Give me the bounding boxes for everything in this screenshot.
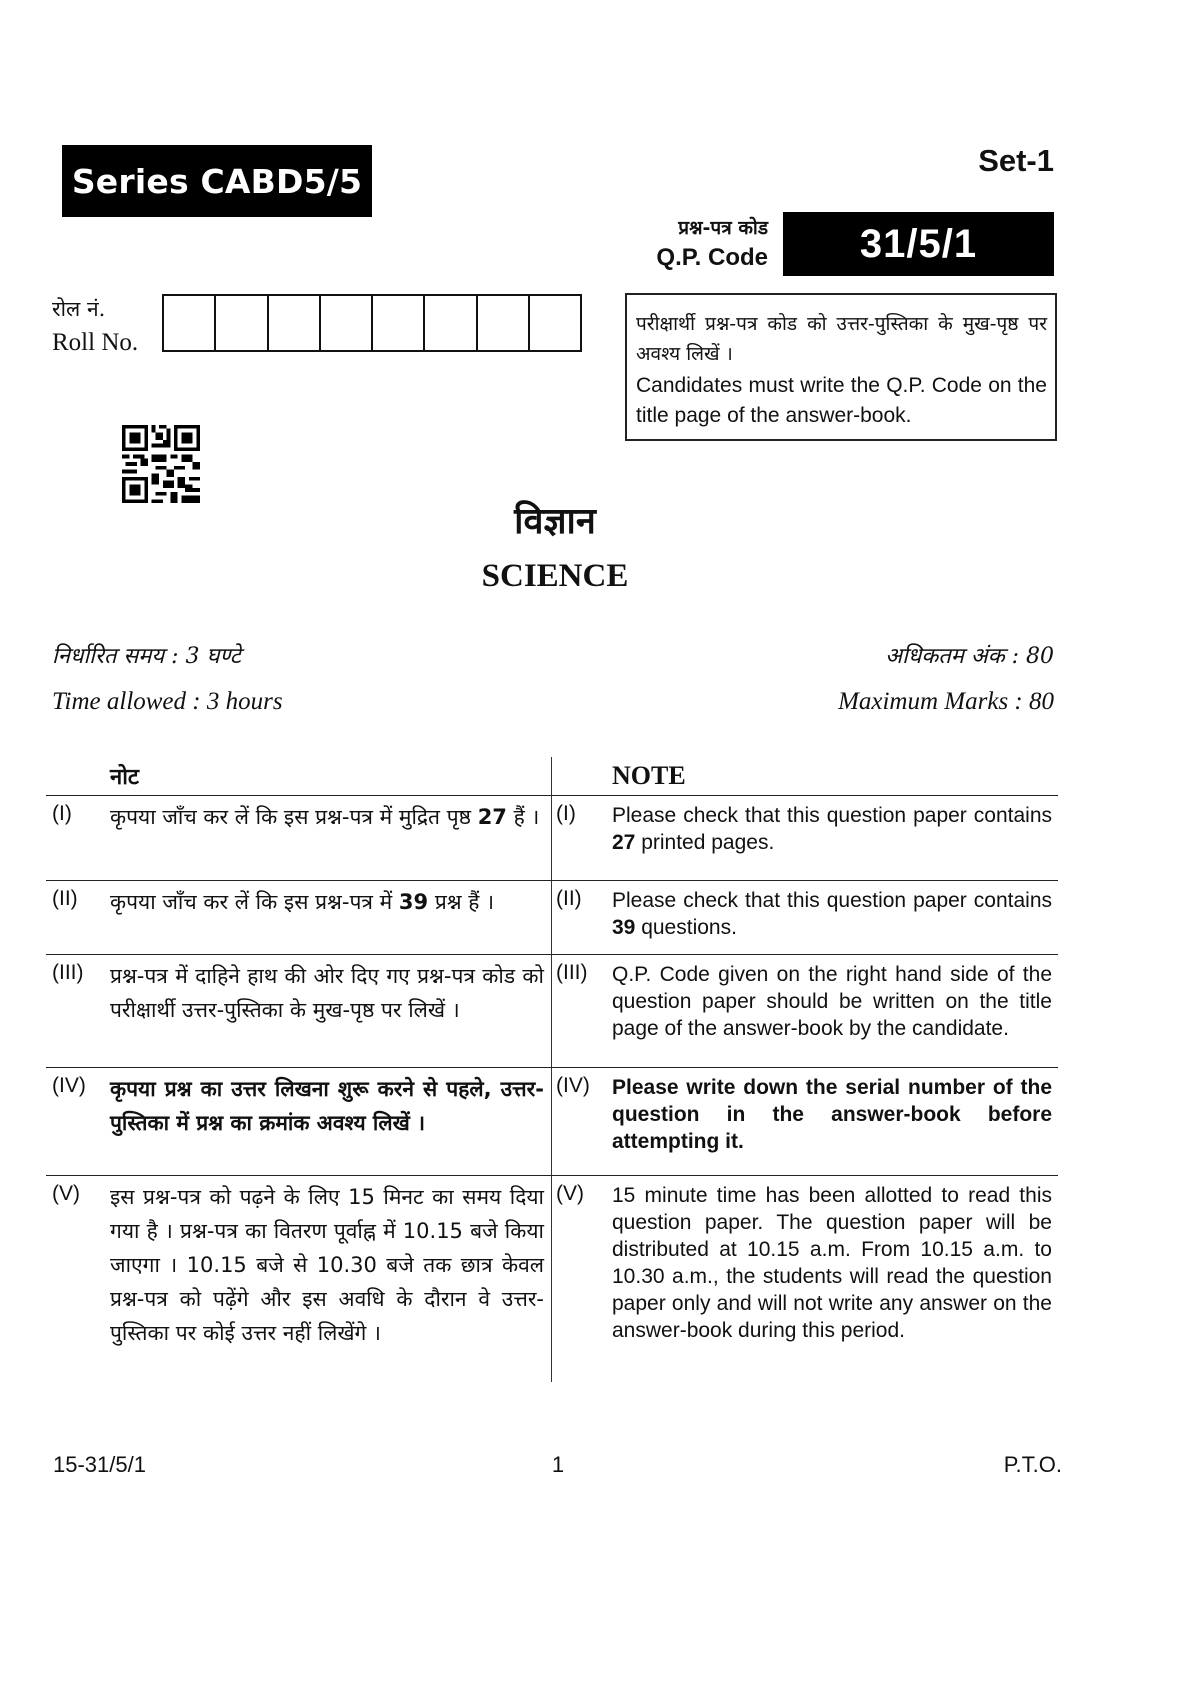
note-row (46, 796, 1058, 881)
note-number: (III) (52, 961, 84, 984)
note-row (46, 1068, 1058, 1176)
notice-english: Candidates must write the Q.P. Code on the title page of the answer-book. (636, 374, 1047, 427)
note-number: (III) (556, 961, 588, 984)
time-allowed-hindi: निर्धारित समय : 3 घण्टे (52, 644, 241, 669)
roll-number-cell[interactable] (321, 296, 373, 350)
note-row (46, 955, 1058, 1068)
note-text-hindi: कृपया जाँच कर लें कि इस प्रश्न-पत्र में मुद्रित पृष्ठ 27 हैं । (110, 805, 540, 829)
note-text-hindi: कृपया जाँच कर लें कि इस प्रश्न-पत्र में 39 प्रश्न हैं । (110, 890, 495, 914)
note-text-hindi: कृपया प्रश्न का उत्तर लिखना शुरू करने से पहले, उत्तर-पुस्तिका में प्रश्न का क्रमांक अवश्य लिखें । (110, 1077, 544, 1135)
note-number: (I) (52, 802, 72, 825)
note-row (46, 1176, 1058, 1384)
note-number: (I) (556, 802, 576, 825)
qp-code-notice-box (625, 293, 1057, 441)
roll-number-cell[interactable] (530, 296, 580, 350)
qp-code-label-hindi: प्रश्न-पत्र कोड (678, 217, 768, 239)
max-marks-hindi: अधिकतम अंक : 80 (885, 644, 1054, 669)
footer-pto: P.T.O. (1003, 1452, 1062, 1477)
note-number: (IV) (52, 1074, 86, 1097)
roll-number-grid[interactable] (162, 294, 582, 352)
roll-number-label (52, 293, 138, 359)
roll-number-label-english: Roll No. (52, 329, 139, 356)
footer-page-number: 1 (551, 1452, 565, 1477)
note-row (46, 881, 1058, 955)
notes-header-row (46, 755, 1058, 796)
note-number: (V) (52, 1182, 80, 1205)
roll-number-cell[interactable] (478, 296, 530, 350)
roll-number-cell[interactable] (164, 296, 216, 350)
set-label: Set-1 (978, 143, 1054, 178)
roll-number-cell[interactable] (269, 296, 321, 350)
notice-hindi: परीक्षार्थी प्रश्न-पत्र कोड को उत्तर-पुस्तिका के मुख-पृष्ठ पर अवश्य लिखें । (636, 313, 1047, 365)
subject-title-english: SCIENCE (481, 558, 629, 594)
roll-number-cell[interactable] (373, 296, 425, 350)
roll-number-cell[interactable] (216, 296, 268, 350)
footer-paper-code: 15-31/5/1 (53, 1452, 146, 1477)
note-text-english: Q.P. Code given on the right hand side of the question paper should be written on the title page of the answer-book by the candidate. (612, 963, 1052, 1040)
roll-number-cell[interactable] (425, 296, 477, 350)
note-number: (IV) (556, 1074, 590, 1097)
notes-header-hindi: नोट (110, 765, 139, 790)
qr-code-icon (122, 425, 200, 503)
note-text-hindi: इस प्रश्न-पत्र को पढ़ने के लिए 15 मिनट का समय दिया गया है । प्रश्न-पत्र का वितरण पूर्वाह्न में 10.15 बजे किया जाएगा । 10.15 बजे से 10.30 बजे तक छात्र केवल प्रश्न-पत्र को पढ़ेंगे और इस अवधि के दौरान वे उत्तर-पुस्तिका पर कोई उत्तर नहीं लिखेंगे । (110, 1185, 544, 1345)
max-marks-english: Maximum Marks : 80 (838, 688, 1054, 715)
note-text-english: Please check that this question paper contains 39 questions. (612, 889, 1052, 939)
qp-code-value: 31/5/1 (783, 212, 1054, 276)
series-label: Series CABD5/5 (62, 145, 372, 217)
note-text-english: Please check that this question paper contains 27 printed pages. (612, 804, 1052, 854)
note-text-english: 15 minute time has been allotted to read this question paper. The question paper will be distributed at 10.15 a.m. From 10.15 a.m. to 10.30 a.m., the students will read the question paper only and will not write any answer on the answer-book during this period. (612, 1184, 1052, 1342)
note-text-hindi: प्रश्न-पत्र में दाहिने हाथ की ओर दिए गए प्रश्न-पत्र कोड को परीक्षार्थी उत्तर-पुस्तिका के मुख-पृष्ठ पर लिखें । (110, 964, 544, 1022)
note-text-english: Please write down the serial number of the question in the answer-book before attempting it. (612, 1076, 1052, 1153)
qp-code-label (630, 213, 768, 273)
time-allowed-english: Time allowed : 3 hours (52, 688, 283, 715)
note-number: (V) (556, 1182, 584, 1205)
subject-title-hindi: विज्ञान (514, 501, 596, 542)
note-number: (II) (556, 887, 582, 910)
qp-code-label-english: Q.P. Code (656, 244, 768, 271)
roll-number-label-hindi: रोल नं. (52, 297, 106, 321)
notes-header-english: NOTE (612, 761, 686, 790)
notes-table (46, 755, 1058, 1384)
note-number: (II) (52, 887, 78, 910)
